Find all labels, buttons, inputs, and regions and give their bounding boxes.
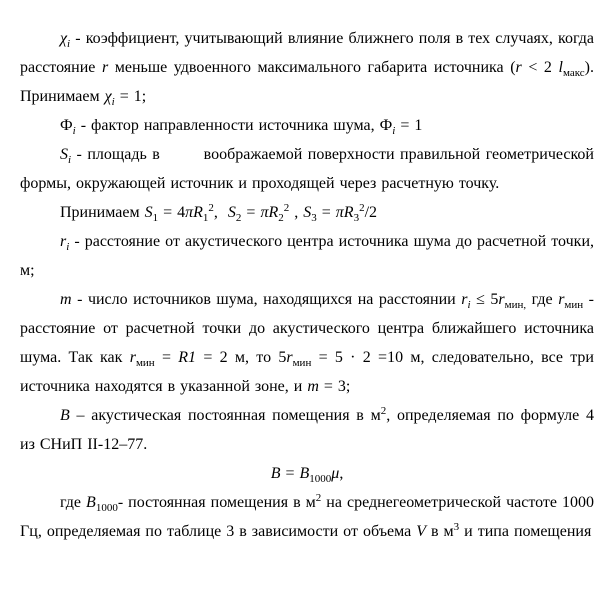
text-run: m: [307, 378, 319, 395]
paragraph-2: [20, 111, 594, 140]
text-run: R: [193, 204, 203, 221]
paragraph-6: [20, 285, 594, 401]
text-run: l: [558, 59, 563, 76]
paragraph-3: [20, 140, 594, 198]
text-run: - число источников шума, находящихся на расстоянии: [71, 291, 462, 308]
paragraph-5: [20, 227, 594, 285]
text-run: r: [461, 291, 468, 308]
text-run: - фактор направленности источника шума, Ф: [75, 117, 393, 134]
text-run: S: [144, 204, 153, 221]
paragraph-7: [20, 401, 594, 459]
paragraph-8: [20, 459, 594, 488]
text-run: m: [60, 291, 72, 308]
text-run: ,: [213, 204, 228, 221]
text-run: π: [260, 204, 269, 221]
text-run: =: [154, 349, 179, 366]
text-run: Принимаем: [60, 204, 145, 221]
text-run: 2: [235, 212, 242, 224]
text-run: r: [515, 59, 522, 76]
text-run: 1: [202, 212, 209, 224]
text-run: В: [60, 407, 70, 424]
text-run: i: [67, 38, 71, 50]
text-run: =: [241, 204, 261, 221]
text-run: < 2: [521, 59, 559, 76]
text-run: i: [111, 96, 115, 108]
text-run: 3: [353, 212, 360, 224]
text-run: =: [280, 465, 300, 482]
text-run: 5: [278, 349, 287, 366]
text-run: /2: [364, 204, 378, 221]
text-run: ≤ 5: [470, 291, 499, 308]
text-run: = 3;: [318, 378, 351, 395]
text-run: - коэффициент, учитывающий влияние ближнего поля в тех случаях, когда расстояние: [20, 30, 594, 76]
text-run: - расстояние от расчетной точки до акустического центра ближайшего источника шума. Так как: [20, 291, 595, 366]
text-run: Ф: [60, 117, 73, 134]
text-run: i: [68, 154, 72, 166]
paragraph-1: [20, 24, 594, 111]
text-run: мин: [292, 357, 312, 369]
text-run: макс: [562, 67, 585, 79]
text-run: 2: [278, 212, 284, 224]
text-run: S: [60, 146, 68, 163]
text-run: - расстояние от акустического центра источника шума до расчетной точки, м;: [20, 233, 594, 279]
text-run: 1000: [309, 473, 332, 485]
text-run: ,: [339, 465, 344, 482]
text-run: = 2 м, то: [196, 349, 279, 366]
text-run: = 5 · 2 =10 м, следовательно, все три источника находятся в указанной зоне, и: [20, 349, 594, 395]
text-run: π: [335, 204, 344, 221]
text-run: меньше удвоенного максимального габарита источника (: [108, 59, 516, 76]
text-run: =: [316, 204, 336, 221]
text-run: i: [66, 241, 70, 253]
text-run: r: [101, 59, 109, 76]
text-run: - площадь в воображаемой поверхности правильной геометрической формы, окружающей источник и проходящей через расчетную точку.: [20, 146, 594, 192]
text-run: - постоянная помещения в м: [117, 494, 316, 511]
text-run: = 1: [395, 117, 423, 134]
text-run: χ: [60, 30, 68, 47]
text-run: 1000: [95, 502, 118, 514]
text-run: S: [227, 204, 236, 221]
text-run: 3: [311, 212, 317, 224]
text-run: мин: [564, 299, 584, 311]
text-run: 2: [380, 405, 387, 417]
text-run: где: [60, 494, 87, 511]
document-body: [20, 24, 594, 546]
text-run: = 4: [158, 204, 186, 221]
text-run: 2: [315, 492, 322, 504]
text-run: i: [72, 125, 76, 137]
text-run: χ: [104, 88, 112, 105]
paragraph-4: [20, 198, 594, 227]
paragraph-9: [20, 488, 594, 546]
text-run: R: [343, 204, 354, 221]
text-run: – акустическая постоянная помещения в м: [69, 407, 381, 424]
text-run: на среднегеометрической частоте 1000 Гц, определяемая по таблице 3 в зависимости от объема: [20, 494, 594, 540]
text-run: R1: [178, 349, 197, 366]
text-run: 2: [283, 202, 290, 214]
text-run: 2: [208, 202, 214, 214]
text-run: 3: [453, 521, 460, 533]
text-run: r: [60, 233, 67, 250]
text-run: 1: [152, 212, 159, 224]
text-run: где: [526, 291, 559, 308]
text-run: i: [467, 299, 471, 311]
text-run: ). Принимаем: [20, 59, 594, 105]
text-run: в м: [425, 523, 454, 540]
text-run: B: [299, 465, 310, 482]
text-run: , определяемая по формуле 4 из СНиП II-12–77.: [20, 407, 595, 453]
text-run: B: [270, 465, 281, 482]
text-run: S: [303, 204, 312, 221]
text-run: мин,: [504, 299, 527, 311]
text-run: π: [185, 204, 194, 221]
text-run: = 1;: [114, 88, 147, 105]
text-run: r: [558, 291, 565, 308]
text-run: μ: [331, 465, 340, 482]
text-run: i: [392, 125, 396, 137]
text-run: r: [129, 349, 136, 366]
text-run: V: [416, 523, 426, 540]
text-run: ,: [289, 204, 304, 221]
text-run: B: [86, 494, 96, 511]
text-run: r: [498, 291, 505, 308]
text-run: r: [286, 349, 293, 366]
text-run: мин: [135, 357, 155, 369]
text-run: R: [268, 204, 279, 221]
text-run: и типа помещения: [459, 523, 592, 540]
text-run: 2: [359, 202, 365, 214]
